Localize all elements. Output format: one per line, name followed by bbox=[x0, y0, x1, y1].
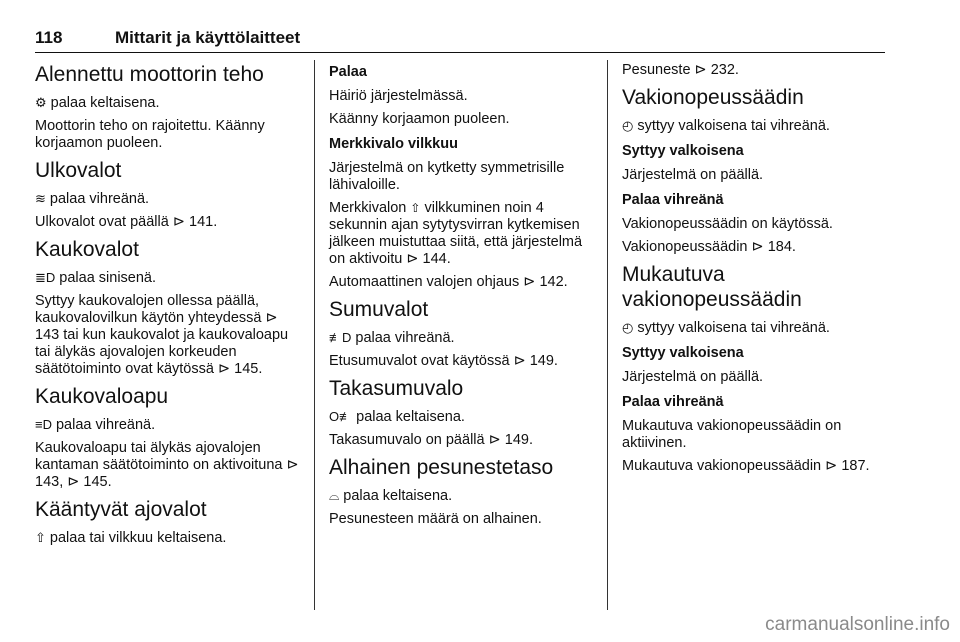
subheading: Merkkivalo vilkkuu bbox=[329, 136, 458, 152]
paragraph: Vakionopeussäädin ⊳ 184. bbox=[622, 239, 796, 255]
paragraph: Häiriö järjestelmässä. bbox=[329, 88, 468, 104]
indicator-line: O≢ palaa keltaisena. bbox=[329, 409, 465, 425]
section-title: Kääntyvät ajovalot bbox=[35, 498, 207, 521]
fog-light-icon: ≢D bbox=[329, 330, 352, 345]
subheading: Palaa vihreänä bbox=[622, 192, 724, 208]
cornering-light-icon: ⇧ bbox=[35, 530, 46, 545]
column-left bbox=[35, 62, 303, 553]
column-divider bbox=[314, 60, 315, 610]
column-right bbox=[622, 62, 890, 481]
paragraph: Automaattinen valojen ohjaus ⊳ 142. bbox=[329, 274, 568, 290]
paragraph: Käänny korjaamon puoleen. bbox=[329, 111, 510, 127]
paragraph: Mukautuva vakionopeussäädin ⊳ 187. bbox=[622, 458, 870, 474]
column-divider bbox=[607, 60, 608, 610]
paragraph: Järjestelmä on päällä. bbox=[622, 167, 764, 183]
paragraph: Järjestelmä on kytketty symmetrisille lähivaloille. bbox=[329, 160, 565, 193]
adaptive-cruise-control-icon: ◴ bbox=[622, 320, 634, 335]
section-title: Vakionopeussäädin bbox=[622, 86, 804, 109]
section-title: Alhainen pesunestetaso bbox=[329, 456, 554, 479]
paragraph: Mukautuva vakionopeussäädin on aktiivinen. bbox=[622, 418, 842, 451]
section-title: Sumuvalot bbox=[329, 298, 429, 321]
paragraph: Järjestelmä on päällä. bbox=[622, 369, 764, 385]
subheading: Palaa bbox=[329, 64, 367, 80]
paragraph: Etusumuvalot ovat käytössä ⊳ 149. bbox=[329, 353, 558, 369]
section-title: Kaukovaloapu bbox=[35, 385, 169, 408]
paragraph: Merkkivalon ⇧ vilkkuminen noin 4 sekunnin ajan sytytysvirran kytkemisen jälkeen muistuttaa siitä, että järjestelmä on aktivoitu ⊳ 144. bbox=[329, 200, 583, 267]
subheading: Syttyy valkoisena bbox=[622, 345, 744, 361]
high-beam-assist-icon: ≡D bbox=[35, 417, 52, 432]
watermark: carmanualsonline.info bbox=[765, 614, 950, 635]
indicator-line: ◴ syttyy valkoisena tai vihreänä. bbox=[622, 320, 830, 336]
indicator-line: ≡D palaa vihreänä. bbox=[35, 417, 156, 433]
indicator-line: ◴ syttyy valkoisena tai vihreänä. bbox=[622, 118, 830, 134]
exterior-light-icon: ≋ bbox=[35, 191, 46, 206]
section-title: Mukautuva vakionopeussäädin bbox=[622, 263, 802, 311]
indicator-line: ⌓ palaa keltaisena. bbox=[329, 488, 453, 504]
paragraph: Vakionopeussäädin on käytössä. bbox=[622, 216, 833, 232]
paragraph: Pesuneste ⊳ 232. bbox=[622, 62, 739, 78]
indicator-line: ≋ palaa vihreänä. bbox=[35, 191, 150, 207]
column-middle bbox=[329, 62, 597, 534]
indicator-line: ⇧ palaa tai vilkkuu keltaisena. bbox=[35, 530, 227, 546]
page-title: Mittarit ja käyttölaitteet bbox=[115, 28, 301, 47]
engine-power-icon: ⚙ bbox=[35, 95, 47, 110]
paragraph: Pesunesteen määrä on alhainen. bbox=[329, 511, 542, 527]
section-title: Alennettu moottorin teho bbox=[35, 63, 264, 86]
indicator-line: ≣D palaa sinisenä. bbox=[35, 270, 157, 286]
paragraph: Moottorin teho on rajoitettu. Käänny korjaamon puoleen. bbox=[35, 118, 265, 151]
rear-fog-light-icon: O≢ bbox=[329, 409, 353, 424]
indicator-line: ≢D palaa vihreänä. bbox=[329, 330, 455, 346]
indicator-line: ⚙ palaa keltaisena. bbox=[35, 95, 160, 111]
section-title: Kaukovalot bbox=[35, 238, 139, 261]
paragraph: Syttyy kaukovalojen ollessa päällä, kaukovalovilkun käytön yhteydessä ⊳ 143 tai kun kaukovalot ja kaukovaloapu tai älykäs ajovalojen korkeuden säätötoiminto ovat käytössä ⊳ 145. bbox=[35, 293, 289, 377]
subheading: Palaa vihreänä bbox=[622, 394, 724, 410]
section-title: Ulkovalot bbox=[35, 159, 122, 182]
paragraph: Kaukovaloapu tai älykäs ajovalojen kantaman säätötoiminto on aktivoituna ⊳ 143, ⊳ 145. bbox=[35, 440, 299, 490]
cornering-light-icon: ⇧ bbox=[410, 201, 421, 215]
subheading: Syttyy valkoisena bbox=[622, 143, 744, 159]
page-header bbox=[35, 28, 885, 53]
page-number: 118 bbox=[35, 28, 63, 47]
washer-fluid-icon: ⌓ bbox=[329, 488, 340, 503]
paragraph: Takasumuvalo on päällä ⊳ 149. bbox=[329, 432, 533, 448]
cruise-control-icon: ◴ bbox=[622, 118, 634, 133]
high-beam-icon: ≣D bbox=[35, 270, 56, 285]
paragraph: Ulkovalot ovat päällä ⊳ 141. bbox=[35, 214, 218, 230]
section-title: Takasumuvalo bbox=[329, 377, 464, 400]
